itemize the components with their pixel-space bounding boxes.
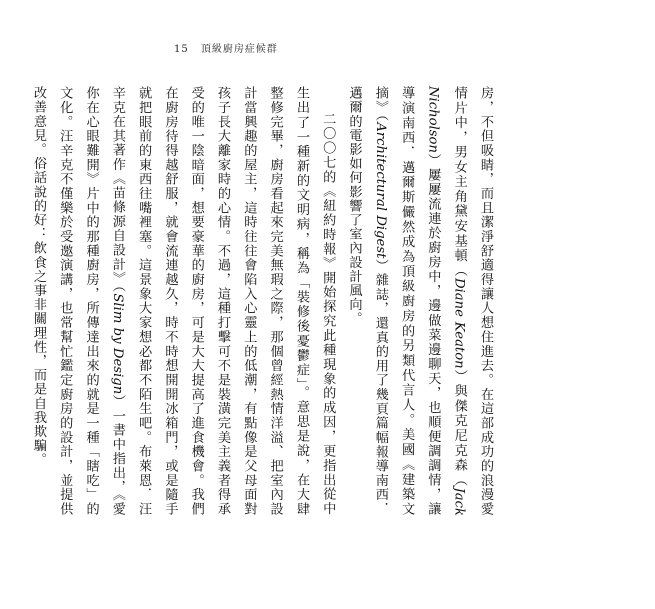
latin-term: Architectural Digest xyxy=(372,122,388,259)
text-run: ）屢屢流連於廚房中，邊做菜邊聊天，也順便調調情，讓導演南西．邁爾斯儼然成為頂級廚房的另類代言人。美國《建築文摘》（ xyxy=(372,86,441,516)
running-title: 頂級廚房症候群 xyxy=(200,44,278,55)
page-number: 15 xyxy=(174,44,189,55)
latin-term: Diane Keaton xyxy=(451,277,467,369)
text-run: 房，不但吸睛，而且潔淨舒適得讓人想住進去。在這部成功的浪漫愛情片中，男女主角黛安基頓（ xyxy=(451,86,493,516)
paragraph-1 xyxy=(340,86,498,516)
text-run: ）雜誌，還真的用了幾頁篇幅報導南西．邁爾的電影如何影響了室內設計風向。 xyxy=(346,86,388,516)
text-run: 二〇〇七的《紐約時報》開始探究此種現象的成因，更指出從中生出了一種新的文明病，稱為「裝修後憂鬱症」。意思是說，在大肆整修完畢，廚房看起來完美無瑕之際，那個曾經熱情洋溢、把室內設計當興趣的屋主，這時往往會陷入心靈上的低潮，有點像是父母面對孩子長大離家時的心情。不過，這種打擊可不是裝潢完美主義者得承受的唯一陰暗面，想要豪華的廚房，可是大大提高了進食機會。我們在廚房待得越舒服，就會流連越久，時不時想開開冰箱門，或是隨手就把眼前的東西往嘴裡塞。這景象大家想必都不陌生吧。布萊恩．汪辛克在其著作《苗條源自設計》（ xyxy=(109,86,336,516)
body-text xyxy=(30,86,498,516)
running-header xyxy=(174,40,278,55)
paragraph-2 xyxy=(25,86,341,516)
latin-term: Jack Nicholson xyxy=(425,86,467,516)
text-run: ）與傑克尼克森（ xyxy=(451,368,467,488)
text-run: ）一書中指出，《愛你在心眼難開》片中的那種廚房，所傳達出來的就是一種「瞎吃」的文化。汪辛克不僅樂於受邀演講，也常幫忙鑑定廚房的設計，並提供改善意見。俗話說的好：飲食之事非關理性，而是自我欺騙。 xyxy=(30,86,125,516)
latin-term: Slim by Design xyxy=(109,293,125,395)
